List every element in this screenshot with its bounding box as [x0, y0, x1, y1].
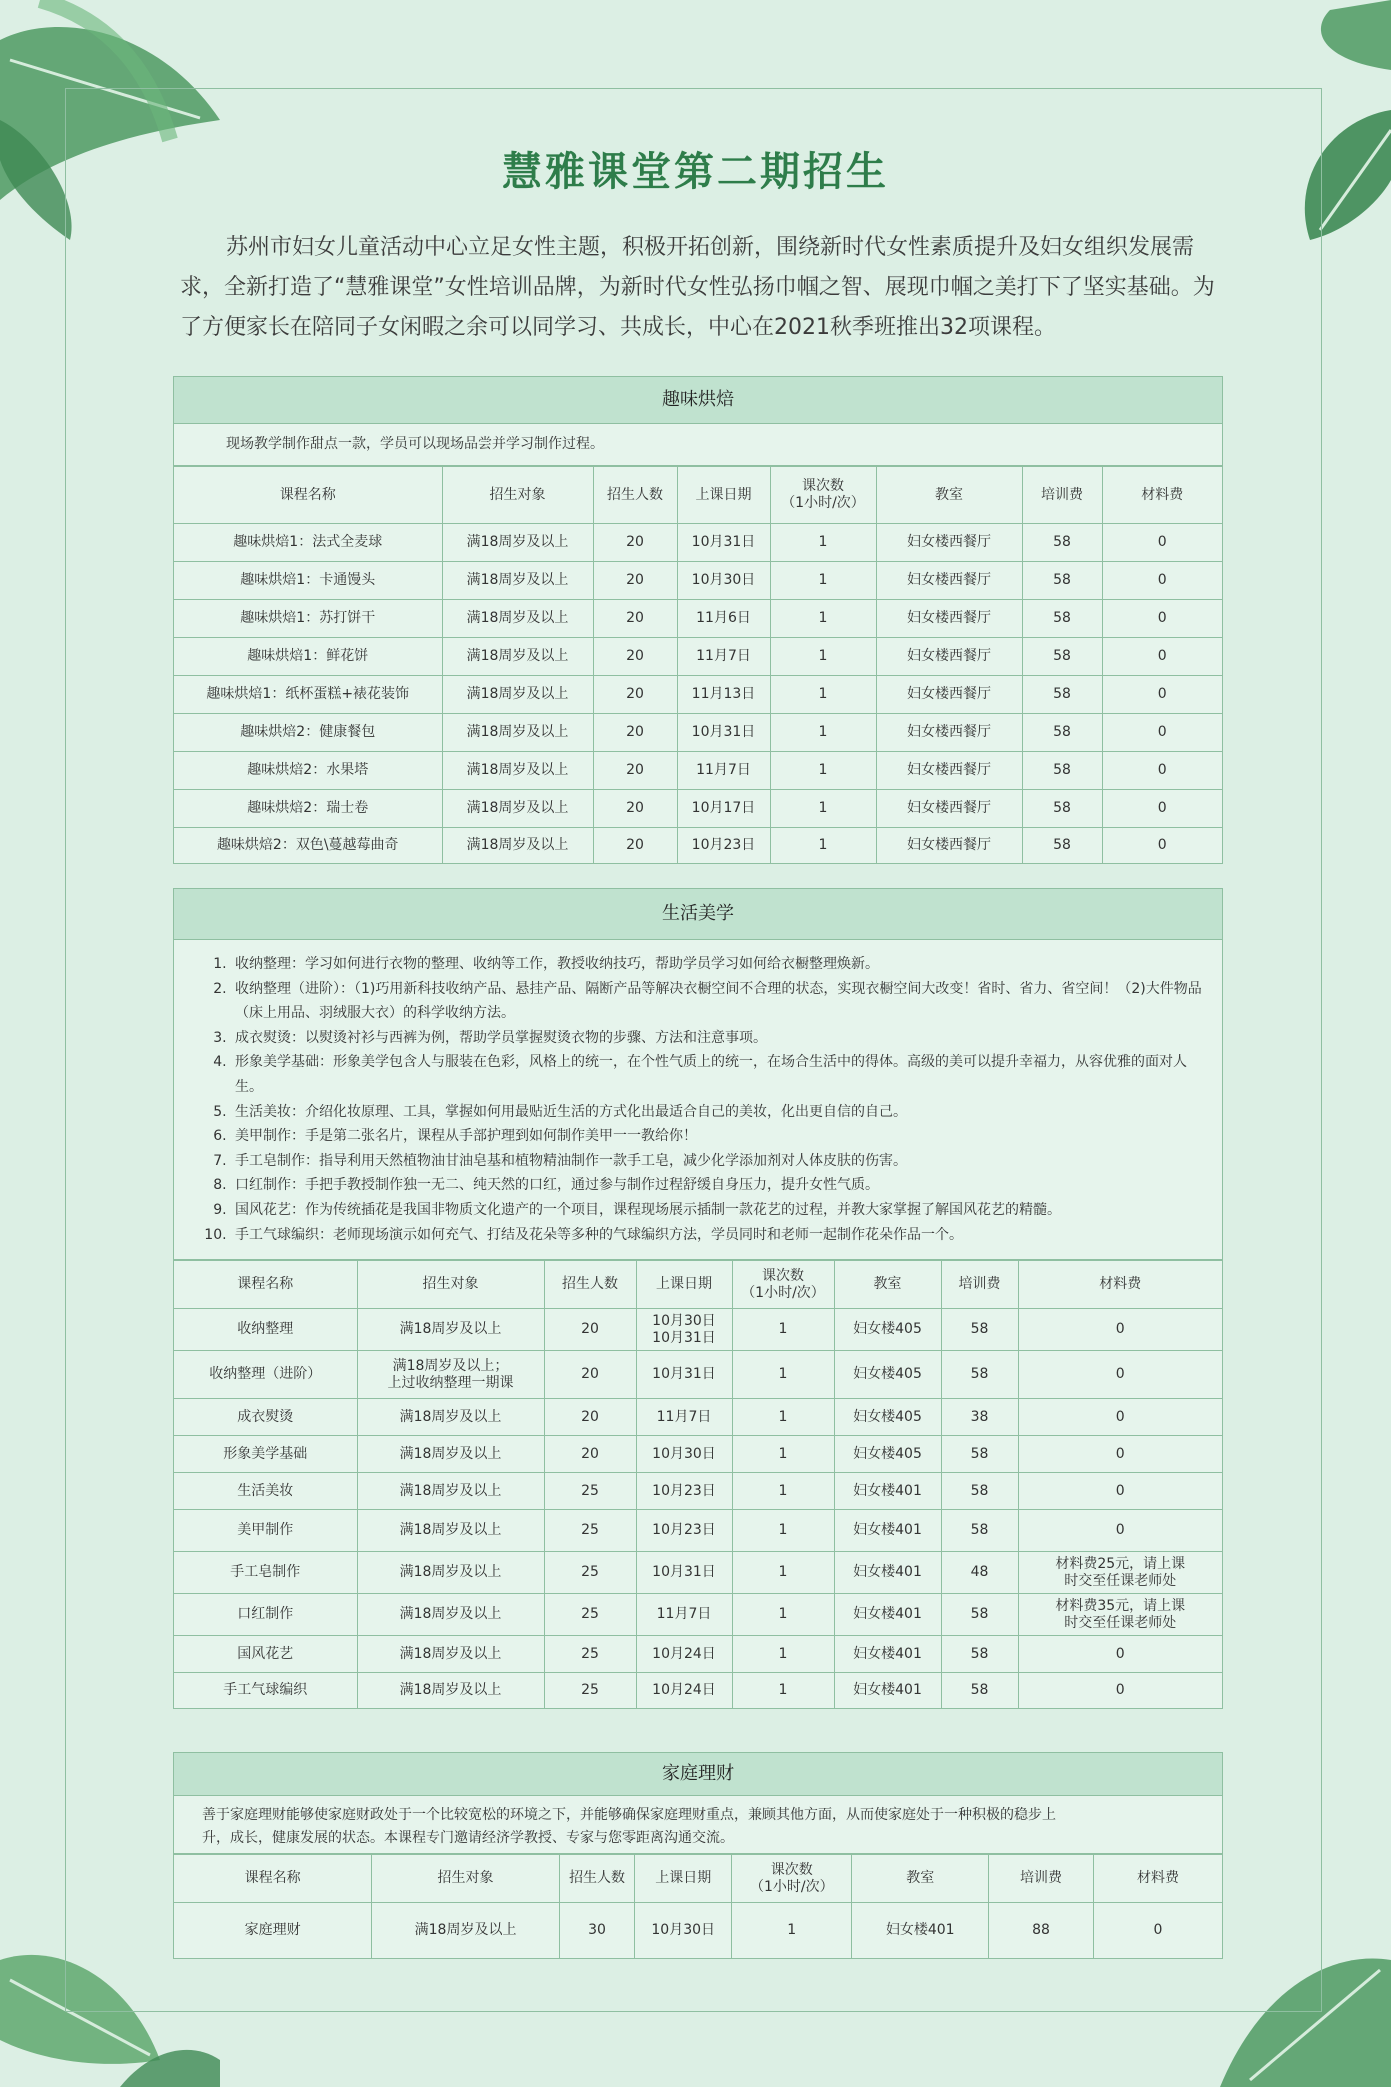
- table-cell: 满18周岁及以上: [442, 828, 593, 863]
- table-cell: 满18周岁及以上: [357, 1399, 544, 1436]
- table-cell: 手工皂制作: [174, 1552, 357, 1594]
- table-cell: 10月31日: [677, 524, 770, 562]
- section-family-finance-description: 善于家庭理财能够使家庭财政处于一个比较宽松的环境之下，并能够确保家庭理财重点，兼顾其他方面，从而使家庭处于一种积极的稳步上升，成长，健康发展的状态。本课程专门邀请经济学教授、专家与您零距离沟通交流。: [174, 1796, 1222, 1854]
- table-row: [174, 1351, 1222, 1399]
- table-cell: 满18周岁及以上: [442, 600, 593, 638]
- column-header: 教室: [834, 1261, 941, 1309]
- table-cell: 58: [1022, 790, 1102, 828]
- section-life-aesthetics-title: 生活美学: [174, 889, 1222, 940]
- table-row: [174, 562, 1222, 600]
- table-row: [174, 638, 1222, 676]
- table-cell: 0: [1102, 790, 1222, 828]
- table-cell: 妇女楼401: [834, 1594, 941, 1636]
- table-cell: 10月24日: [636, 1636, 732, 1673]
- table-cell: 趣味烘焙2：双色\蔓越莓曲奇: [174, 828, 442, 863]
- table-cell: 满18周岁及以上: [357, 1436, 544, 1473]
- list-item: 2. 收纳整理（进阶）：（1)巧用新科技收纳产品、悬挂产品、隔断产品等解决衣橱空间不合理的状态，实现衣橱空间大改变！省时、省力、省空间！（2)大件物品（床上用品、羽绒服大衣）的科学收纳方法。: [231, 977, 1202, 1026]
- table-cell: 妇女楼401: [834, 1473, 941, 1510]
- table-cell: 0: [1018, 1636, 1222, 1673]
- column-header: 上课日期: [677, 467, 770, 524]
- column-header: 课程名称: [174, 1855, 372, 1903]
- table-cell: 58: [1022, 524, 1102, 562]
- table-cell: 家庭理财: [174, 1903, 372, 1958]
- table-cell: 58: [1022, 714, 1102, 752]
- table-cell: 58: [941, 1351, 1018, 1399]
- baking-course-table: [174, 466, 1222, 863]
- table-cell: 58: [941, 1510, 1018, 1552]
- table-cell: 20: [593, 600, 677, 638]
- table-cell: 成衣熨烫: [174, 1399, 357, 1436]
- table-cell: 妇女楼401: [852, 1903, 989, 1958]
- table-cell: 20: [593, 524, 677, 562]
- table-cell: 0: [1018, 1351, 1222, 1399]
- table-row: [174, 1673, 1222, 1708]
- table-cell: 趣味烘焙2：瑞士卷: [174, 790, 442, 828]
- table-cell: 20: [544, 1309, 636, 1351]
- table-cell: 满18周岁及以上: [442, 524, 593, 562]
- table-row: [174, 1473, 1222, 1510]
- section-family-finance-title: 家庭理财: [174, 1753, 1222, 1796]
- table-cell: 趣味烘焙2：水果塔: [174, 752, 442, 790]
- table-cell: 满18周岁及以上: [357, 1594, 544, 1636]
- column-header: 培训费: [1022, 467, 1102, 524]
- table-cell: 1: [770, 676, 876, 714]
- section-baking-title: 趣味烘焙: [174, 377, 1222, 424]
- table-cell: 妇女楼西餐厅: [876, 828, 1022, 863]
- table-cell: 妇女楼西餐厅: [876, 600, 1022, 638]
- table-cell: 11月6日: [677, 600, 770, 638]
- table-cell: 手工气球编织: [174, 1673, 357, 1708]
- column-header: 招生人数: [593, 467, 677, 524]
- table-cell: 58: [941, 1473, 1018, 1510]
- table-cell: 11月7日: [677, 752, 770, 790]
- table-cell: 满18周岁及以上: [442, 714, 593, 752]
- table-row: [174, 790, 1222, 828]
- table-cell: 0: [1102, 524, 1222, 562]
- table-cell: 0: [1102, 638, 1222, 676]
- table-header-row: [174, 467, 1222, 524]
- table-cell: 国风花艺: [174, 1636, 357, 1673]
- list-item: 8. 口红制作：手把手教授制作独一无二、纯天然的口红，通过参与制作过程舒缓自身压力，提升女性气质。: [231, 1173, 1202, 1198]
- list-item: 10. 手工气球编织：老师现场演示如何充气、打结及花朵等多种的气球编织方法，学员同时和老师一起制作花朵作品一个。: [231, 1223, 1202, 1248]
- table-header-row: [174, 1855, 1222, 1903]
- table-cell: 1: [732, 1594, 834, 1636]
- table-cell: 0: [1102, 676, 1222, 714]
- table-cell: 1: [770, 524, 876, 562]
- table-cell: 25: [544, 1510, 636, 1552]
- column-header: 课程名称: [174, 467, 442, 524]
- table-cell: 满18周岁及以上: [357, 1552, 544, 1594]
- life-aesthetics-course-table: [174, 1260, 1222, 1708]
- section-life-aesthetics-list-box: [174, 940, 1222, 1260]
- table-row: [174, 600, 1222, 638]
- table-cell: 收纳整理（进阶）: [174, 1351, 357, 1399]
- table-cell: 0: [1018, 1510, 1222, 1552]
- table-header-row: [174, 1261, 1222, 1309]
- table-cell: 10月30日: [635, 1903, 732, 1958]
- table-cell: 满18周岁及以上: [442, 752, 593, 790]
- column-header: 培训费: [941, 1261, 1018, 1309]
- table-row: [174, 1399, 1222, 1436]
- table-cell: 58: [1022, 752, 1102, 790]
- table-cell: 0: [1102, 714, 1222, 752]
- table-cell: 20: [593, 714, 677, 752]
- table-row: [174, 1510, 1222, 1552]
- table-cell: 10月31日: [636, 1351, 732, 1399]
- table-cell: 10月31日: [636, 1552, 732, 1594]
- column-header: 课程名称: [174, 1261, 357, 1309]
- intro-paragraph: 苏州市妇女儿童活动中心立足女性主题，积极开拓创新，围绕新时代女性素质提升及妇女组织发展需求，全新打造了“慧雅课堂”女性培训品牌，为新时代女性弘扬巾帼之智、展现巾帼之美打下了坚实基础。为了方便家长在陪同子女闲暇之余可以同学习、共成长，中心在2021秋季班推出32项课程。: [180, 235, 1215, 340]
- table-cell: 趣味烘焙1：卡通馒头: [174, 562, 442, 600]
- table-cell: 1: [770, 714, 876, 752]
- table-row: [174, 1636, 1222, 1673]
- table-cell: 10月17日: [677, 790, 770, 828]
- table-cell: 1: [732, 1351, 834, 1399]
- page-title: 慧雅课堂第二期招生: [502, 149, 889, 195]
- table-cell: 1: [732, 1673, 834, 1708]
- column-header: 课次数 （1小时/次）: [770, 467, 876, 524]
- table-cell: 满18周岁及以上: [357, 1636, 544, 1673]
- table-cell: 0: [1102, 600, 1222, 638]
- table-cell: 1: [732, 1309, 834, 1351]
- table-cell: 0: [1102, 562, 1222, 600]
- column-header: 课次数 （1小时/次）: [732, 1261, 834, 1309]
- table-cell: 11月13日: [677, 676, 770, 714]
- table-cell: 满18周岁及以上； 上过收纳整理一期课: [357, 1351, 544, 1399]
- column-header: 课次数 （1小时/次）: [732, 1855, 852, 1903]
- table-cell: 1: [732, 1903, 852, 1958]
- table-cell: 1: [732, 1399, 834, 1436]
- table-cell: 20: [593, 790, 677, 828]
- table-cell: 20: [593, 638, 677, 676]
- table-cell: 1: [770, 828, 876, 863]
- table-cell: 38: [941, 1399, 1018, 1436]
- table-cell: 58: [941, 1673, 1018, 1708]
- table-cell: 10月30日: [677, 562, 770, 600]
- table-cell: 10月30日 10月31日: [636, 1309, 732, 1351]
- column-header: 招生对象: [372, 1855, 560, 1903]
- table-cell: 趣味烘焙1：纸杯蛋糕+裱花装饰: [174, 676, 442, 714]
- table-cell: 0: [1018, 1473, 1222, 1510]
- table-cell: 1: [732, 1510, 834, 1552]
- table-cell: 满18周岁及以上: [357, 1673, 544, 1708]
- column-header: 招生对象: [357, 1261, 544, 1309]
- table-cell: 趣味烘焙1：法式全麦球: [174, 524, 442, 562]
- table-row: [174, 1309, 1222, 1351]
- table-cell: 满18周岁及以上: [357, 1309, 544, 1351]
- table-cell: 10月24日: [636, 1673, 732, 1708]
- table-cell: 满18周岁及以上: [372, 1903, 560, 1958]
- table-cell: 趣味烘焙1：鲜花饼: [174, 638, 442, 676]
- table-row: [174, 1903, 1222, 1958]
- table-cell: 满18周岁及以上: [357, 1510, 544, 1552]
- table-cell: 0: [1094, 1903, 1223, 1958]
- table-cell: 1: [770, 752, 876, 790]
- table-row: [174, 828, 1222, 863]
- column-header: 招生对象: [442, 467, 593, 524]
- table-cell: 妇女楼西餐厅: [876, 790, 1022, 828]
- table-cell: 0: [1102, 828, 1222, 863]
- list-item: 4. 形象美学基础：形象美学包含人与服装在色彩，风格上的统一，在个性气质上的统一，在场合生活中的得体。高级的美可以提升幸福力，从容优雅的面对人生。: [231, 1050, 1202, 1099]
- table-cell: 25: [544, 1673, 636, 1708]
- table-cell: 0: [1102, 752, 1222, 790]
- table-cell: 口红制作: [174, 1594, 357, 1636]
- table-row: [174, 1552, 1222, 1594]
- section-life-aesthetics: [173, 888, 1223, 1709]
- table-cell: 11月7日: [636, 1399, 732, 1436]
- column-header: 招生人数: [544, 1261, 636, 1309]
- table-cell: 趣味烘焙2：健康餐包: [174, 714, 442, 752]
- table-cell: 58: [1022, 638, 1102, 676]
- table-row: [174, 752, 1222, 790]
- table-cell: 48: [941, 1552, 1018, 1594]
- table-cell: 10月23日: [636, 1510, 732, 1552]
- course-description-list: [174, 940, 1222, 1259]
- table-row: [174, 714, 1222, 752]
- list-item: 3. 成衣熨烫：以熨烫衬衫与西裤为例，帮助学员掌握熨烫衣物的步骤、方法和注意事项。: [231, 1026, 1202, 1051]
- table-cell: 趣味烘焙1：苏打饼干: [174, 600, 442, 638]
- table-cell: 10月31日: [677, 714, 770, 752]
- table-cell: 20: [593, 562, 677, 600]
- table-cell: 58: [1022, 676, 1102, 714]
- table-cell: 58: [1022, 562, 1102, 600]
- table-cell: 20: [544, 1436, 636, 1473]
- table-cell: 0: [1018, 1399, 1222, 1436]
- list-item: 9. 国风花艺：作为传统插花是我国非物质文化遗产的一个项目，课程现场展示插制一款花艺的过程，并教大家掌握了解国风花艺的精髓。: [231, 1198, 1202, 1223]
- section-baking-description: 现场教学制作甜点一款，学员可以现场品尝并学习制作过程。: [174, 424, 1222, 466]
- table-cell: 58: [941, 1309, 1018, 1351]
- table-cell: 1: [770, 790, 876, 828]
- table-cell: 妇女楼405: [834, 1436, 941, 1473]
- table-cell: 妇女楼401: [834, 1673, 941, 1708]
- column-header: 材料费: [1102, 467, 1222, 524]
- table-cell: 妇女楼401: [834, 1636, 941, 1673]
- table-cell: 妇女楼西餐厅: [876, 752, 1022, 790]
- table-cell: 10月23日: [636, 1473, 732, 1510]
- column-header: 上课日期: [636, 1261, 732, 1309]
- table-cell: 材料费25元，请上课 时交至任课老师处: [1018, 1552, 1222, 1594]
- table-cell: 25: [544, 1473, 636, 1510]
- table-cell: 25: [544, 1636, 636, 1673]
- list-item: 1. 收纳整理：学习如何进行衣物的整理、收纳等工作，教授收纳技巧，帮助学员学习如何给衣橱整理焕新。: [231, 952, 1202, 977]
- table-cell: 妇女楼405: [834, 1399, 941, 1436]
- table-cell: 1: [732, 1436, 834, 1473]
- table-cell: 58: [941, 1594, 1018, 1636]
- table-cell: 11月7日: [636, 1594, 732, 1636]
- table-cell: 20: [544, 1399, 636, 1436]
- table-row: [174, 676, 1222, 714]
- table-cell: 58: [1022, 600, 1102, 638]
- table-cell: 满18周岁及以上: [442, 562, 593, 600]
- table-cell: 满18周岁及以上: [442, 676, 593, 714]
- table-cell: 25: [544, 1552, 636, 1594]
- table-cell: 妇女楼西餐厅: [876, 676, 1022, 714]
- column-header: 教室: [876, 467, 1022, 524]
- column-header: 招生人数: [559, 1855, 634, 1903]
- column-header: 材料费: [1018, 1261, 1222, 1309]
- list-item: 7. 手工皂制作：指导利用天然植物油甘油皂基和植物精油制作一款手工皂，减少化学添加剂对人体皮肤的伤害。: [231, 1149, 1202, 1174]
- section-baking: [173, 376, 1223, 864]
- column-header: 上课日期: [635, 1855, 732, 1903]
- table-cell: 1: [732, 1552, 834, 1594]
- table-cell: 妇女楼405: [834, 1351, 941, 1399]
- table-cell: 1: [732, 1636, 834, 1673]
- table-cell: 妇女楼西餐厅: [876, 562, 1022, 600]
- table-cell: 材料费35元，请上课 时交至任课老师处: [1018, 1594, 1222, 1636]
- table-cell: 58: [1022, 828, 1102, 863]
- table-cell: 58: [941, 1636, 1018, 1673]
- table-cell: 10月23日: [677, 828, 770, 863]
- table-cell: 20: [544, 1351, 636, 1399]
- table-cell: 满18周岁及以上: [442, 638, 593, 676]
- table-cell: 0: [1018, 1673, 1222, 1708]
- table-cell: 20: [593, 828, 677, 863]
- table-row: [174, 1594, 1222, 1636]
- table-cell: 0: [1018, 1436, 1222, 1473]
- table-cell: 妇女楼西餐厅: [876, 524, 1022, 562]
- table-cell: 1: [732, 1473, 834, 1510]
- table-cell: 满18周岁及以上: [357, 1473, 544, 1510]
- column-header: 教室: [852, 1855, 989, 1903]
- table-cell: 妇女楼西餐厅: [876, 714, 1022, 752]
- table-cell: 1: [770, 638, 876, 676]
- table-row: [174, 1436, 1222, 1473]
- table-cell: 妇女楼401: [834, 1510, 941, 1552]
- list-item: 5. 生活美妆：介绍化妆原理、工具，掌握如何用最贴近生活的方式化出最适合自己的美妆，化出更自信的自己。: [231, 1100, 1202, 1125]
- table-cell: 形象美学基础: [174, 1436, 357, 1473]
- table-row: [174, 524, 1222, 562]
- list-item: 6. 美甲制作：手是第二张名片，课程从手部护理到如何制作美甲一一教给你！: [231, 1124, 1202, 1149]
- table-cell: 20: [593, 752, 677, 790]
- table-cell: 收纳整理: [174, 1309, 357, 1351]
- table-cell: 生活美妆: [174, 1473, 357, 1510]
- column-header: 培训费: [989, 1855, 1094, 1903]
- table-cell: 58: [941, 1436, 1018, 1473]
- column-header: 材料费: [1094, 1855, 1223, 1903]
- table-cell: 1: [770, 562, 876, 600]
- table-cell: 妇女楼405: [834, 1309, 941, 1351]
- table-cell: 10月30日: [636, 1436, 732, 1473]
- table-cell: 1: [770, 600, 876, 638]
- table-cell: 美甲制作: [174, 1510, 357, 1552]
- family-finance-course-table: [174, 1854, 1222, 1958]
- table-cell: 满18周岁及以上: [442, 790, 593, 828]
- table-cell: 20: [593, 676, 677, 714]
- table-cell: 妇女楼401: [834, 1552, 941, 1594]
- section-family-finance: [173, 1752, 1223, 1959]
- table-cell: 30: [559, 1903, 634, 1958]
- table-cell: 88: [989, 1903, 1094, 1958]
- table-cell: 11月7日: [677, 638, 770, 676]
- table-cell: 0: [1018, 1309, 1222, 1351]
- table-cell: 25: [544, 1594, 636, 1636]
- table-cell: 妇女楼西餐厅: [876, 638, 1022, 676]
